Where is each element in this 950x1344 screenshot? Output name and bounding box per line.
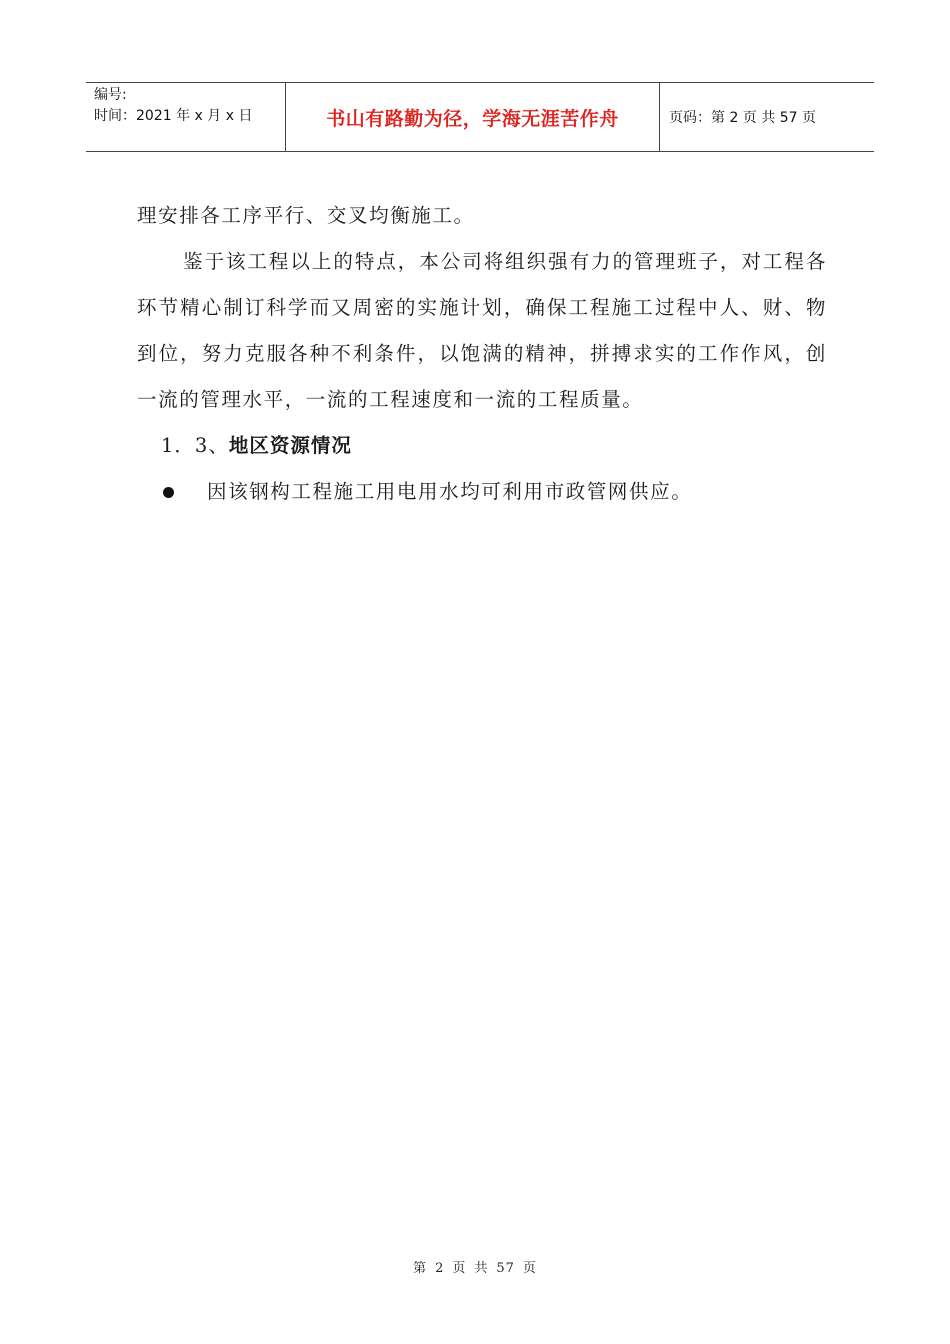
- header-divider: [659, 83, 660, 151]
- footer-ye2: 页: [522, 1261, 537, 1276]
- footer-total-pages: 57: [496, 1261, 515, 1276]
- footer-page-number: 2: [435, 1261, 445, 1276]
- section-title: 地区资源情况: [228, 434, 352, 457]
- document-number-label: 编号:: [94, 87, 127, 103]
- header-page-info: 页码：第 2 页 共 57 页: [669, 110, 816, 126]
- document-time-label: 时间：2021 年 x 月 x 日: [94, 108, 253, 124]
- document-body: [137, 193, 827, 515]
- list-item-text: 因该钢构工程施工用电用水均可利用市政管网供应。: [207, 480, 693, 503]
- header-motto: 书山有路勤为径，学海无涯苦作舟: [326, 107, 619, 130]
- page-header: [86, 82, 874, 152]
- paragraph-continuation: 理安排各工序平行、交叉均衡施工。: [137, 204, 475, 227]
- section-heading: [161, 423, 827, 469]
- footer-ye: 页: [452, 1261, 467, 1276]
- footer-di: 第: [413, 1261, 428, 1276]
- section-number: 1．3、: [161, 434, 229, 457]
- page-footer: [0, 1257, 950, 1276]
- footer-gong: 共: [474, 1261, 489, 1276]
- bullet-icon: [163, 487, 174, 498]
- list-item: [163, 469, 827, 515]
- paragraph-project-features: 鉴于该工程以上的特点，本公司将组织强有力的管理班子，对工程各环节精心制订科学而又周密的实施计划，确保工程施工过程中人、财、物到位，努力克服各种不利条件，以饱满的精神，拼搏求实的工作作风，创一流的管理水平，一流的工程速度和一流的工程质量。: [137, 250, 827, 411]
- header-meta: [94, 85, 252, 127]
